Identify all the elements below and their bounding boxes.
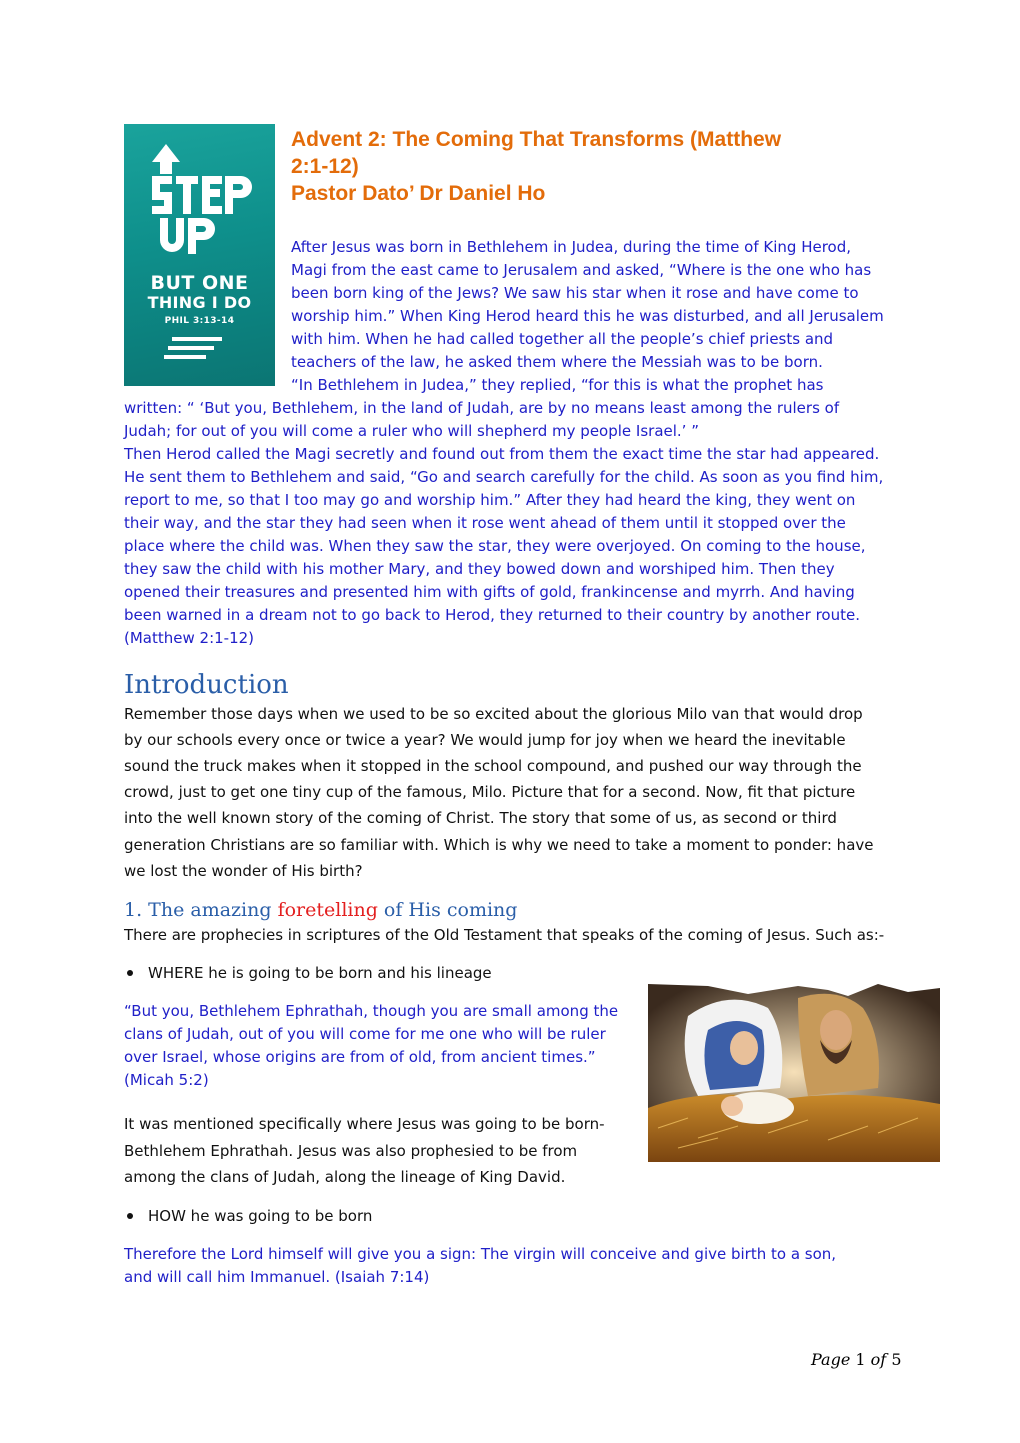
section-1-heading-post: of His coming — [377, 899, 518, 921]
passage-line: worship him.” When King Herod heard this he was disturbed, and all Jerusalem — [291, 307, 884, 325]
sermon-title — [291, 126, 871, 207]
passage-line: been warned in a dream not to go back to Herod, they returned to their country by another route. — [124, 606, 860, 624]
micah-line: “But you, Bethlehem Ephrathah, though you are small among the — [124, 1002, 619, 1020]
passage-line: place where the child was. When they saw the star, they were overjoyed. On coming to the house, — [124, 537, 866, 555]
banner-line-1: BUT ONE — [150, 272, 249, 294]
nativity-scene-icon — [648, 968, 940, 1162]
title-author: Pastor Dato’ Dr Daniel Ho — [291, 182, 546, 205]
passage-line: their way, and the star they had seen when it rose went ahead of them until it stopped over the — [124, 514, 846, 532]
intro-line: crowd, just to get one tiny cup of the famous, Milo. Picture that for a second. Now, fit that picture — [124, 783, 856, 801]
intro-line: Remember those days when we used to be so excited about the glorious Milo van that would drop — [124, 705, 863, 723]
bullet-where — [124, 964, 492, 982]
passage-line: they saw the child with his mother Mary, and they bowed down and worshiped him. Then they — [124, 560, 835, 578]
passage-line: written: “ ‘But you, Bethlehem, in the land of Judah, are by no means least among the rulers of — [124, 399, 840, 417]
passage-line: Then Herod called the Magi secretly and found out from them the exact time the star had appeared. — [124, 445, 880, 463]
section-1-heading-pre: 1. The amazing — [124, 899, 278, 921]
passage-line: opened their treasures and presented him with gifts of gold, frankincense and myrrh. And having — [124, 583, 855, 601]
nativity-image — [648, 968, 940, 1162]
page-current: 1 — [855, 1350, 866, 1369]
passage-line: “In Bethlehem in Judea,” they replied, “for this is what the prophet has — [291, 376, 824, 394]
passage-line: He sent them to Bethlehem and said, “Go and search carefully for the child. As soon as you find him, — [124, 468, 884, 486]
passage-line: Judah; for out of you will come a ruler who will shepherd my people Israel.’ ” — [124, 422, 699, 440]
passage-line: been born king of the Jews? We saw his star when it rose and have come to — [291, 284, 859, 302]
bullet-how — [124, 1207, 372, 1225]
banner-line-2: THING I DO — [147, 293, 252, 312]
step-up-banner-image — [124, 124, 275, 386]
passage-line: After Jesus was born in Bethlehem in Judea, during the time of King Herod, — [291, 238, 852, 256]
page-label: Page — [811, 1350, 851, 1369]
section-1-intro-line: There are prophecies in scriptures of the Old Testament that speaks of the coming of Jesus. Such as:- — [124, 926, 885, 944]
isaiah-line: and will call him Immanuel. (Isaiah 7:14) — [124, 1268, 430, 1286]
banner-line-3: PHIL 3:13-14 — [164, 316, 235, 326]
page-total: 5 — [891, 1350, 902, 1369]
intro-line: generation Christians are so familiar with. Which is why we need to take a moment to ponder: have — [124, 836, 874, 854]
bullet-where-text: WHERE he is going to be born and his lineage — [148, 964, 492, 982]
micah-line: over Israel, whose origins are from of old, from ancient times.” — [124, 1048, 596, 1066]
bullet-icon — [127, 970, 133, 976]
intro-line: by our schools every once or twice a year? We would jump for joy when we heard the inevitable — [124, 731, 846, 749]
intro-line: we lost the wonder of His birth? — [124, 862, 363, 880]
passage-line: teachers of the law, he asked them where the Messiah was to be born. — [291, 353, 823, 371]
intro-line: into the well known story of the coming of Christ. The story that some of us, as second or third — [124, 809, 837, 827]
page-of-label: of — [870, 1350, 887, 1369]
passage-line: with him. When he had called together all the people’s chief priests and — [291, 330, 834, 348]
introduction-heading: Introduction — [124, 670, 289, 700]
bullet-how-text: HOW he was going to be born — [148, 1207, 373, 1225]
passage-line: report to me, so that I too may go and worship him.” After they had heard the king, they went on — [124, 491, 856, 509]
isaiah-line: Therefore the Lord himself will give you a sign: The virgin will conceive and give birth to a son, — [124, 1245, 837, 1263]
section-1-heading-highlight: foretelling — [277, 899, 378, 921]
intro-line: sound the truck makes when it stopped in the school compound, and pushed our way through the — [124, 757, 862, 775]
title-line-2: 2:1-12) — [291, 155, 359, 178]
micah-line: (Micah 5:2) — [124, 1071, 209, 1089]
lineage-line: among the clans of Judah, along the lineage of King David. — [124, 1168, 566, 1186]
bullet-icon — [127, 1213, 133, 1219]
lineage-line: It was mentioned specifically where Jesus was going to be born- — [124, 1115, 605, 1133]
step-up-logo-icon — [124, 124, 275, 386]
passage-line: (Matthew 2:1-12) — [124, 629, 255, 647]
micah-line: clans of Judah, out of you will come for me one who will be ruler — [124, 1025, 606, 1043]
lineage-line: Bethlehem Ephrathah. Jesus was also prophesied to be from — [124, 1142, 578, 1160]
passage-line: Magi from the east came to Jerusalem and asked, “Where is the one who has — [291, 261, 872, 279]
page-number — [811, 1350, 902, 1369]
section-1-heading — [124, 899, 517, 921]
title-line-1: Advent 2: The Coming That Transforms (Matthew — [291, 128, 782, 151]
